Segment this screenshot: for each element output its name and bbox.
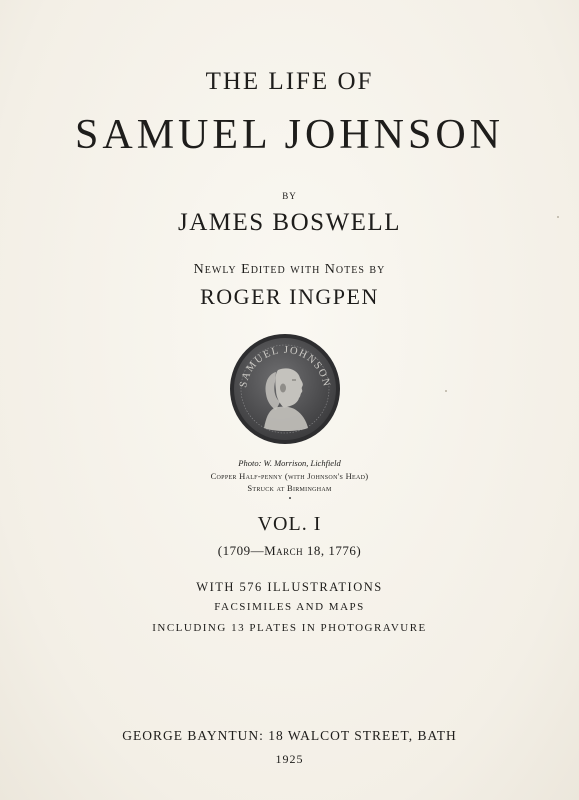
editor-name: ROGER INGPEN bbox=[200, 284, 379, 309]
author-name: JAMES BOSWELL bbox=[178, 209, 401, 236]
volume-date-range: (1709—March 18, 1776) bbox=[217, 543, 362, 558]
illustrations-line-1: WITH 576 ILLUSTRATIONS bbox=[196, 580, 383, 594]
coin-image bbox=[228, 332, 342, 446]
paper-speck bbox=[445, 390, 447, 392]
volume-number: VOL. I bbox=[257, 513, 322, 535]
publication-year: 1925 bbox=[275, 752, 304, 766]
title-line-1: THE LIFE OF bbox=[205, 68, 374, 95]
coin-portrait-illustration bbox=[228, 332, 342, 446]
by-label: BY bbox=[282, 191, 297, 201]
coin-caption-line-2: Struck at Birmingham bbox=[247, 483, 332, 493]
paper-speck bbox=[289, 497, 291, 499]
illustrations-line-2: FACSIMILES AND MAPS bbox=[214, 601, 365, 613]
paper-speck bbox=[557, 216, 559, 218]
illustrations-line-3: INCLUDING 13 PLATES IN PHOTOGRAVURE bbox=[152, 622, 427, 634]
coin-inscription: SAMUEL JOHNSON bbox=[238, 344, 332, 389]
photo-credit: Photo: W. Morrison, Lichfield bbox=[238, 458, 341, 468]
edited-by-label: Newly Edited with Notes by bbox=[193, 262, 386, 277]
title-line-2: SAMUEL JOHNSON bbox=[75, 112, 504, 158]
publisher-imprint: GEORGE BAYNTUN: 18 WALCOT STREET, BATH bbox=[122, 728, 457, 743]
coin-caption-line-1: Copper Half-penny (with Johnson's Head) bbox=[210, 471, 369, 481]
